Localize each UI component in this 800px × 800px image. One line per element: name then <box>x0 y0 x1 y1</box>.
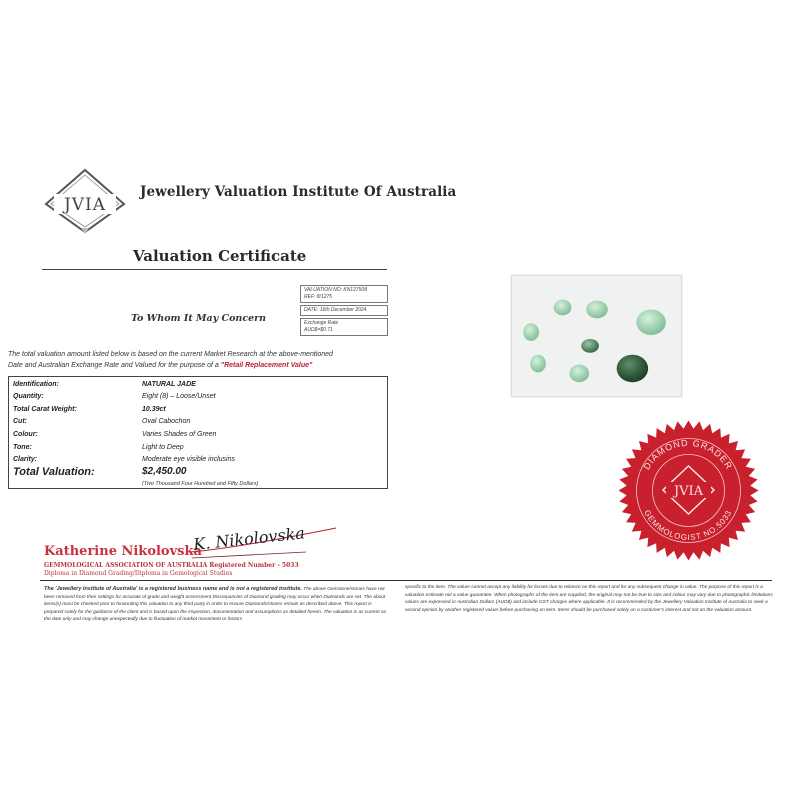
row-value: Eight (8) – Loose/Unset <box>142 393 216 400</box>
reference-number: REF: 8/1275 <box>304 294 333 300</box>
row-label: Cut: <box>13 418 27 425</box>
row-label: Tone: <box>13 444 32 451</box>
diamond-grader-seal <box>616 418 761 563</box>
certificate-title: Valuation Certificate <box>133 247 307 265</box>
jade-stone <box>617 355 648 383</box>
row-value: Varies Shades of Green <box>142 431 217 438</box>
jade-stone <box>530 355 546 373</box>
jade-stone <box>586 301 608 319</box>
retail-replacement-value: "Retail Replacement Value" <box>220 362 313 369</box>
svg-text:JVIA: JVIA <box>673 484 704 499</box>
reference-box <box>300 285 388 338</box>
row-label: Colour: <box>13 431 38 438</box>
valuation-date: DATE: 16th December 2024 <box>304 307 367 313</box>
exchange-value: AUD$=$0.71 <box>304 327 333 333</box>
diploma-credentials: Diploma in Diamond Grading/Diploma in Gemological Studies <box>44 570 233 577</box>
jade-stone <box>554 300 572 316</box>
row-label: Clarity: <box>13 456 38 463</box>
svg-text:K. Nikolovska: K. Nikolovska <box>192 523 306 554</box>
row-label: Identification: <box>13 381 59 388</box>
disclaimer-left <box>44 586 392 624</box>
intro-line2: Date and Australian Exchange Rate and Valued for the purpose of a <box>8 362 219 369</box>
jade-stone <box>581 339 599 353</box>
svg-text:DIAMOND GRADER: DIAMOND GRADER <box>641 437 735 472</box>
org-name: Jewellery Valuation Institute Of Australia <box>140 184 457 200</box>
row-label: Total Carat Weight: <box>13 406 77 413</box>
svg-text:GEMMOLOGIST NO.5033: GEMMOLOGIST NO.5033 <box>642 508 734 543</box>
jade-stone <box>569 365 589 383</box>
association-registration: GEMMOLOGICAL ASSOCIATION OF AUSTRALIA Registered Number - 5033 <box>44 562 299 569</box>
exchange-cell <box>300 318 388 336</box>
jade-stone <box>636 309 666 335</box>
date-cell <box>300 305 388 316</box>
salutation: To Whom It May Concern <box>131 313 267 324</box>
disclaimer-left-body: The above Gemstone/stones have not been removed from their settings for accurate of grade and weight assessment Discrepancies of Diamond grading may occur when Diamonds are set. The about items(s) must be checked prior to forwarding this valuation to any third party in order to ensure Diamonds/stones remain as described above. This report is prepared solely for the guidance of the client and is based upon the inspection, documentation and assumptions as detailed herein. The valuation is as current as the date only and may change unexpectedly due to fluctuation of market movement or factors <box>44 587 387 623</box>
disclaimer-lead: The 'Jewellery Institute of Australia' is a registered business name and is not a registered institute. <box>44 586 302 592</box>
valuation-table <box>8 376 388 489</box>
valuation-number: VALUATION NO: KN127508 <box>304 287 367 293</box>
intro-line1: The total valuation amount listed below is based on the current Market Research at the above-mentioned <box>8 351 333 358</box>
jvia-logo <box>44 168 126 238</box>
title-divider <box>42 269 387 270</box>
total-in-words: (Two Thousand Four Hundred and Fifty Dollars) <box>142 481 259 487</box>
exchange-label: Exchange Rate <box>304 320 339 326</box>
intro-text <box>8 349 398 371</box>
row-value: Moderate eye visible inclusins <box>142 456 235 463</box>
jade-stone <box>523 323 539 341</box>
svg-text:JVIA: JVIA <box>63 195 107 215</box>
disclaimer-right: specific to the item. The valuer cannot accept any liability for losses due to reliance on this report and for any subsequent change in value. The purpose of this report is a valuation estimate not a value guarantee. When photographs of the item are supplied, the original may not be true to size and colour may vary due to photographic limitations values are expressed in Australian Dollars (AUD$) and include GST charges where applicable. It is recommended by the Jewellery Valuation Institute of Australia to seek a second opinion by another registered valuer before purchasing an item. Items should be purchased solely on a customer's interest and not on the valuation amount. <box>405 585 773 613</box>
row-value: Oval Cabochon <box>142 418 191 425</box>
total-label: Total Valuation: <box>13 466 95 478</box>
row-value: 10.39ct <box>142 406 166 413</box>
row-value: Light to Deep <box>142 444 184 451</box>
row-value: NATURAL JADE <box>142 381 196 388</box>
row-label: Quantity: <box>13 393 44 400</box>
valuation-ref-cell <box>300 285 388 303</box>
handwritten-signature <box>186 522 346 564</box>
total-value: $2,450.00 <box>142 466 187 477</box>
footer-divider <box>40 580 772 581</box>
valuer-name: Katherine Nikolovska <box>44 544 202 559</box>
jade-stones-photo <box>511 275 682 397</box>
